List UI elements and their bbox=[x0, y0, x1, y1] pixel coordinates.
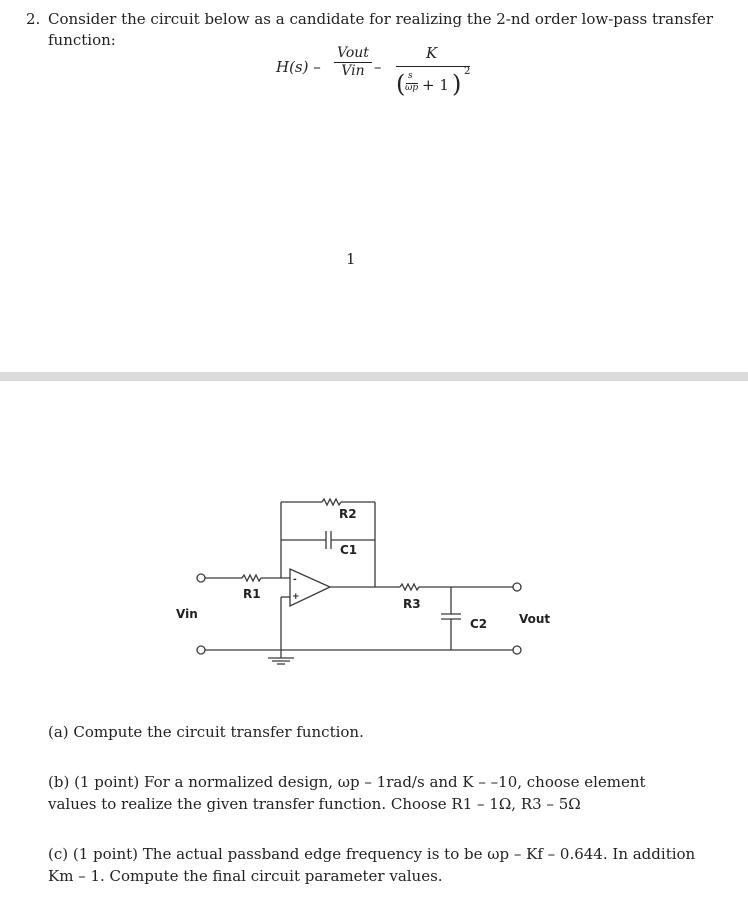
problem-intro-line1: Consider the circuit below as a candidate for realizing the 2-nd order low-pass transfer bbox=[48, 10, 714, 28]
den-omega-p: ωp bbox=[405, 83, 419, 93]
r3-resistor bbox=[400, 584, 419, 590]
opamp-plus-label: + bbox=[292, 592, 300, 602]
problem-number: 2. bbox=[26, 10, 41, 28]
opamp-minus-label: - bbox=[293, 575, 297, 585]
label-vout: Vout bbox=[519, 612, 551, 626]
equation-lhs: H(s) – bbox=[276, 58, 321, 76]
r1-resistor bbox=[242, 575, 261, 581]
part-c-line2: Km – 1. Compute the final circuit parameter values. bbox=[48, 867, 443, 885]
label-vin: Vin bbox=[176, 607, 198, 621]
equation-equals-sign: – bbox=[374, 58, 382, 76]
den-s: s bbox=[408, 71, 413, 81]
vout-bottom-terminal bbox=[513, 646, 521, 654]
fraction-denominator-vin: Vin bbox=[341, 63, 365, 79]
part-b-line2: values to realize the given transfer function. Choose R1 – 1Ω, R3 – 5Ω bbox=[48, 795, 581, 813]
part-c-line1: (c) (1 point) The actual passband edge frequency is to be ωp – Kf – 0.644. In addition bbox=[48, 845, 696, 863]
label-r1: R1 bbox=[243, 587, 261, 601]
fraction-bar bbox=[396, 66, 470, 67]
label-r3: R3 bbox=[403, 597, 421, 611]
equation-fraction-vout-vin bbox=[334, 45, 372, 80]
vout-top-terminal bbox=[513, 583, 521, 591]
vin-top-terminal bbox=[197, 574, 205, 582]
den-exponent: 2 bbox=[464, 66, 471, 77]
fraction-numerator-k: K bbox=[426, 44, 438, 62]
label-r2: R2 bbox=[339, 507, 357, 521]
label-c1: C1 bbox=[340, 543, 358, 557]
circuit-diagram bbox=[0, 380, 748, 680]
equation-fraction-k bbox=[394, 42, 474, 108]
part-b-line1: (b) (1 point) For a normalized design, ωp – 1rad/s and K – –10, choose element bbox=[48, 773, 646, 791]
den-left-paren: ( bbox=[396, 70, 406, 98]
den-right-paren: ) bbox=[452, 70, 462, 98]
r2-resistor bbox=[322, 499, 341, 505]
transfer-function-equation bbox=[276, 42, 516, 112]
part-a: (a) Compute the circuit transfer function. bbox=[48, 723, 364, 741]
page-number: 1 bbox=[346, 250, 356, 268]
fraction-numerator-vout: Vout bbox=[334, 45, 372, 63]
label-c2: C2 bbox=[470, 617, 488, 631]
problem-intro-line2: function: bbox=[48, 31, 116, 49]
vin-bottom-terminal bbox=[197, 646, 205, 654]
den-plus-one: + 1 bbox=[422, 76, 449, 94]
